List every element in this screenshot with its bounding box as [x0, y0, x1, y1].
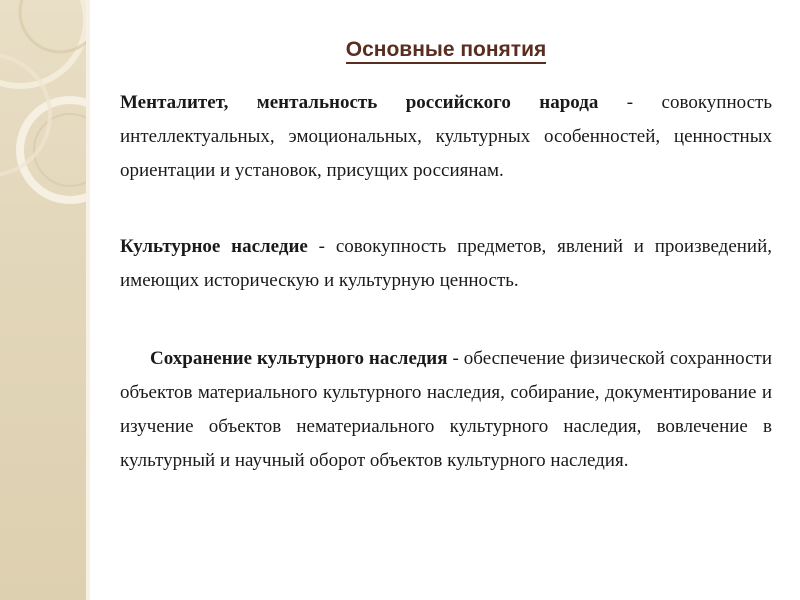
definition-mentality: Менталитет, ментальность российского народа - совокупность интеллектуальных, эмоциональных, культурных особенностей, ценностных ориентации и установок, присущих россиянам.	[120, 92, 772, 181]
definition-term: Менталитет, ментальность российского народа	[120, 92, 599, 113]
definition-heritage-preservation: Сохранение культурного наследия - обеспечение физической сохранности объектов материального культурного наследия, собирание, документирование и изучение объектов нематериального культурного наследия, вовлечение в культурный и научный оборот объектов культурного наследия.	[120, 348, 772, 471]
decorative-strip	[0, 0, 90, 600]
page-title: Основные понятия	[120, 38, 772, 62]
definition-text: совокупность предметов, явлений и произведений, имеющих историческую и культурную ценность.	[120, 236, 773, 291]
definition-term: Сохранение культурного наследия	[150, 348, 448, 369]
definition-term: Культурное наследие	[120, 236, 308, 257]
definition-cultural-heritage: Культурное наследие - совокупность предметов, явлений и произведений, имеющих историческую и культурную ценность.	[120, 236, 773, 291]
decorative-rings-icon	[0, 0, 90, 600]
definition-text: совокупность интеллектуальных, эмоциональных, культурных особенностей, ценностных ориентации и установок, присущих россиянам.	[120, 92, 772, 181]
definition-text: обеспечение физической сохранности объектов материального культурного наследия, собирание, документирование и изучение объектов нематериального культурного наследия, вовлечение в культурный и научный оборот объектов культурного наследия.	[120, 348, 772, 471]
